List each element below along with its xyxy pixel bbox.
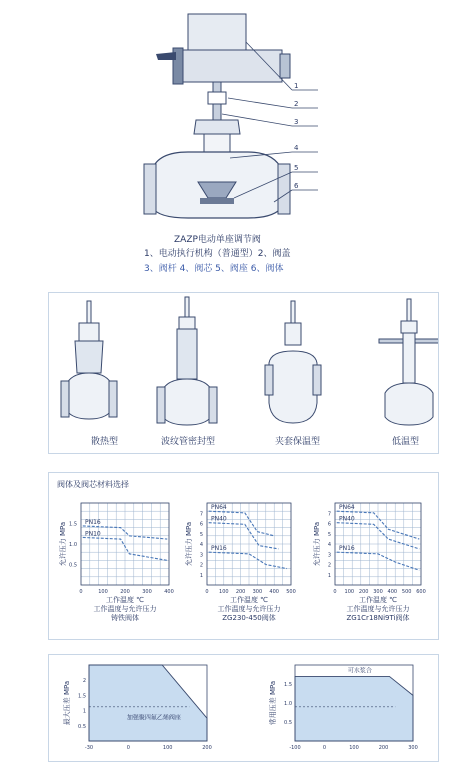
chart-caption-1: 工作温度与允许压力 (346, 605, 410, 613)
x-tick-label: 300 (373, 589, 383, 595)
x-tick-label: 0 (205, 589, 209, 595)
y-tick-label: 0.5 (69, 562, 77, 569)
variant-label-1: 散热型 (91, 437, 119, 447)
permitted-region (89, 665, 207, 741)
chart-caption-2: ZG1Cr18Ni9Ti阀体 (346, 614, 410, 622)
pressure-difference-figure (48, 654, 439, 762)
part-label-6: 6 (294, 182, 299, 190)
y-tick-label: 4 (199, 542, 203, 548)
variant-bellows-type (157, 297, 217, 425)
pressure-chart-1 (62, 665, 212, 751)
part-label-2: 2 (294, 100, 299, 108)
series-label: PN40 (211, 515, 227, 523)
valve-variants-figure (48, 292, 439, 454)
x-tick-label: 300 (142, 589, 152, 595)
y-tick-label: 1.0 (284, 701, 292, 707)
actuator-motor (178, 50, 282, 82)
figure1-caption: ZAZP电动单座调节阀 (174, 235, 261, 245)
x-tick-label: 200 (378, 745, 389, 751)
y-tick-label: 3 (327, 552, 331, 559)
variant-label-2: 波纹管密封型 (161, 437, 216, 447)
y-tick-label: 6 (199, 521, 203, 528)
y-tick-label: 2 (199, 562, 203, 569)
chart-caption-1: 工作温度与允许压力 (93, 605, 157, 613)
x-tick-label: 400 (387, 589, 398, 595)
part-label-5: 5 (294, 164, 299, 172)
material-chart-3 (312, 503, 426, 622)
series-label: PN64 (211, 504, 227, 512)
x-tick-label: 300 (408, 745, 418, 751)
x-tick-label: 500 (286, 589, 296, 595)
variant-cryogenic-type (379, 299, 438, 425)
y-tick-label: 1.5 (78, 693, 86, 700)
y-tick-label: 1.0 (69, 542, 77, 548)
part-label-4: 4 (294, 144, 299, 152)
x-tick-label: 0 (322, 745, 327, 751)
part-label-3: 3 (294, 118, 299, 126)
figure1-legend-line2: 3、阀杆 4、阀芯 5、阀座 6、阀体 (144, 264, 284, 274)
x-tick-label: 200 (120, 589, 130, 595)
valve-variants-drawing (49, 293, 438, 453)
y-tick-label: 0.5 (284, 720, 292, 726)
y-tick-label: 5 (327, 531, 331, 538)
x-tick-label: 200 (202, 745, 212, 751)
x-tick-label: -30 (84, 745, 94, 751)
variant-cooling-type (61, 301, 117, 419)
permitted-region (295, 676, 413, 741)
x-tick-label: 400 (164, 589, 174, 595)
x-tick-label: -100 (289, 745, 301, 751)
region-label: 加强聚四氟乙烯阀座 (126, 714, 181, 722)
y-tick-label: 3 (199, 552, 203, 559)
valve-section-figure (48, 2, 437, 278)
region-label: 可水浆合 (347, 667, 372, 675)
y-tick-label: 5 (199, 531, 203, 538)
x-tick-label: 100 (349, 745, 359, 751)
pressure-chart-2 (268, 665, 418, 751)
y-tick-label: 7 (327, 511, 331, 518)
x-tick-label: 100 (344, 589, 355, 595)
y-axis-label: 允许压力 MPa (185, 521, 193, 567)
part-label-1: 1 (294, 82, 299, 90)
y-axis-label: 常用压差 MPa (269, 680, 277, 726)
x-tick-label: 400 (269, 589, 279, 595)
y-tick-label: 2 (82, 678, 86, 685)
material-charts (49, 473, 438, 639)
y-tick-label: 1 (199, 572, 203, 579)
x-tick-label: 100 (162, 745, 173, 751)
y-tick-label: 0.5 (78, 723, 86, 730)
x-tick-label: 600 (416, 589, 426, 595)
y-axis-label: 最大压差 MPa (63, 680, 71, 726)
valve-seat (200, 198, 234, 204)
material-section-title: 阀体及阀芯材料选择 (57, 480, 129, 489)
y-tick-label: 6 (327, 521, 331, 528)
outlet-flange (278, 164, 290, 214)
material-chart-2 (184, 503, 296, 622)
y-tick-label: 1 (327, 572, 331, 579)
x-tick-label: 100 (219, 589, 229, 595)
y-tick-label: 1.5 (69, 521, 77, 528)
series-label: PN16 (85, 518, 101, 526)
series-label: PN16 (211, 545, 227, 553)
x-tick-label: 0 (126, 745, 130, 751)
x-axis-label: 工作温度 ℃ (358, 596, 398, 604)
material-chart-1 (58, 503, 174, 622)
x-tick-label: 200 (358, 589, 369, 595)
y-axis-label: 允许压力 MPa (313, 521, 321, 567)
inlet-flange (144, 164, 156, 214)
chart-caption-2: 铸铁阀体 (111, 614, 139, 622)
x-axis-label: 工作温度 ℃ (105, 596, 145, 604)
y-tick-label: 1 (82, 708, 86, 715)
handwheel-icon (156, 52, 176, 60)
y-tick-label: 1.5 (284, 682, 292, 688)
pressure-difference-charts (49, 655, 438, 761)
valve-bonnet (194, 120, 240, 134)
series-label: PN16 (339, 545, 355, 553)
y-tick-label: 7 (199, 511, 203, 518)
x-tick-label: 500 (401, 589, 412, 595)
variant-jacketed-type (265, 301, 321, 423)
chart-caption-2: ZG230-450阀体 (222, 614, 276, 622)
variant-label-3: 夹套保温型 (275, 437, 321, 447)
y-tick-label: 4 (327, 542, 331, 548)
y-axis-label: 允许压力 MPa (59, 521, 67, 567)
series-label: PN40 (339, 515, 355, 523)
series-label: PN64 (339, 504, 355, 512)
x-tick-label: 0 (79, 589, 83, 595)
figure1-legend-line1: 1、电动执行机构（普通型）2、阀盖 (144, 249, 291, 259)
actuator-top (188, 14, 246, 52)
x-tick-label: 300 (252, 589, 263, 595)
variant-label-4: 低温型 (392, 437, 420, 447)
x-axis-label: 工作温度 ℃ (229, 596, 269, 604)
material-selection-figure (48, 472, 439, 640)
x-tick-label: 100 (98, 589, 108, 595)
x-tick-label: 200 (235, 589, 246, 595)
x-tick-label: 0 (333, 589, 337, 595)
chart-caption-1: 工作温度与允许压力 (217, 605, 281, 613)
y-tick-label: 2 (327, 562, 331, 569)
series-label: PN10 (85, 530, 101, 538)
